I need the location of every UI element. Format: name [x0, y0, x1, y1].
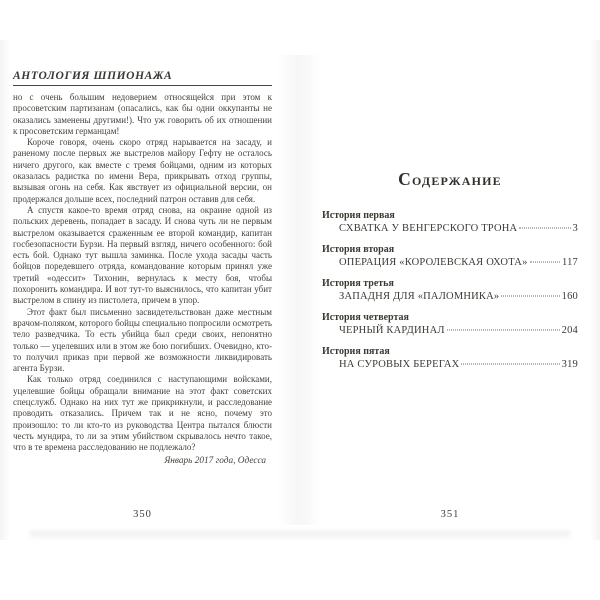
toc-entry-page: 117 [562, 257, 578, 268]
toc-entry [322, 244, 578, 269]
toc-entry-title: ЗАПАДНЯ ДЛЯ «ПАЛОМНИКА» [339, 291, 500, 302]
paragraph: Короче говоря, очень скоро отряд нарывается на засаду, и раненому после первых же выстрелов майору Гефту не осталось ничего другого, как вместе с тремя бойцами, одним из которых оказалась радистка по имени Вера, прикрывать отход группы, вызывая огонь на себя. Как явствует из официальной версии, он продержался дольше всех, последний патрон оставив для себя. [13, 137, 272, 204]
dot-leader [530, 262, 561, 263]
toc-entry-title: НА СУРОВЫХ БЕРЕГАХ [339, 359, 460, 370]
running-header: АНТОЛОГИЯ ШПИОНАЖА [13, 70, 272, 86]
toc-entry-label: История вторая [322, 244, 395, 255]
dot-leader [519, 228, 570, 229]
right-page-edge-shadow [590, 40, 600, 540]
body-text [13, 92, 272, 467]
toc-entry-page: 160 [561, 291, 578, 302]
paragraph: Этот факт был письменно засвидетельствован даже местным врачом-поляком, которого бойцы специально попросили осмотреть тело разведчика. То есть убийца был среди своих, непонятно только — уцелевших или в этом же бою погибших. Очевидно, кто-то получил приказ при первой же возможности ликвидировать агента Бурзи. [13, 306, 272, 374]
toc-entry-label: История третья [322, 278, 394, 289]
toc-title: Содержание [398, 169, 502, 189]
toc-entry-page: 204 [561, 325, 578, 336]
page-number-right: 351 [440, 509, 460, 520]
toc-entry-line [322, 256, 578, 269]
toc-entry-label: История пятая [322, 346, 390, 357]
book-gutter-shadow [276, 55, 322, 525]
paragraph: А спустя какое-то время отряд снова, на окраине одной из польских деревень, попадает в засаду. И снова чуть ли не первым выстрелом оказывается сраженным ее второй командир, капитан госбезопасности Бурзи. На первый взгляд, ничего особенного: бой есть бой. Однако тут вышла заминка. После ухода засады часть бойцов поредевшего отряда, командование которым принял уже третий «одессит» Тихонин, вернулась к месту боя, чтобы похоронить командира. И вот тут-то выяснилось, что капитан убит выстрелом в спину из пистолета, причем в упор. [13, 204, 272, 306]
toc-entry-title: ОПЕРАЦИЯ «КОРОЛЕВСКАЯ ОХОТА» [339, 257, 528, 268]
toc-entry-page: 3 [572, 223, 578, 234]
dot-leader [447, 330, 560, 331]
toc-entry-line [322, 358, 578, 371]
dot-leader [461, 364, 559, 365]
toc-entry-line [322, 290, 578, 303]
toc-entry-title: ЧЕРНЫЙ КАРДИНАЛ [339, 325, 445, 336]
toc-entry [322, 346, 578, 371]
left-page-edge-shadow [0, 40, 10, 540]
table-of-contents-page [322, 169, 578, 380]
toc-entry-label: История четвертая [322, 312, 409, 323]
toc-entry-label: История первая [322, 210, 395, 221]
toc-entry-title: СХВАТКА У ВЕНГЕРСКОГО ТРОНА [339, 223, 518, 234]
dot-leader [501, 296, 559, 297]
toc-entry [322, 210, 578, 235]
toc-entry-page: 319 [561, 359, 578, 370]
toc-entry [322, 312, 578, 337]
toc-entry-line [322, 324, 578, 337]
toc-entry [322, 278, 578, 303]
paragraph: но с очень большим недоверием относящейся при этом к просоветским партизанам (опасались, как бы одни оккупанты не оказались заменены другими!). Что уж говорить об их отношении к просоветским германцам! [13, 92, 272, 136]
left-page [13, 70, 272, 467]
paragraph: Как только отряд соединился с наступающими войсками, уцелевшие бойцы обращали внимание на этот факт советских спецслужб. Однако на них тут же прикрикнули, и расследование проводить отказались. Причем так и не ясно, почему это произошло: то ли кто-то из руководства Центра пытался блюсти честь мундира, то ли за этим убийством скрывалось нечто такое, что в те времена расследованию не подлежало? [13, 374, 272, 453]
toc-entry-line [322, 222, 578, 235]
page-bottom-shadow [30, 531, 570, 540]
page-number-left: 350 [133, 509, 152, 520]
dateline: Январь 2017 года, Одесса [164, 455, 266, 466]
